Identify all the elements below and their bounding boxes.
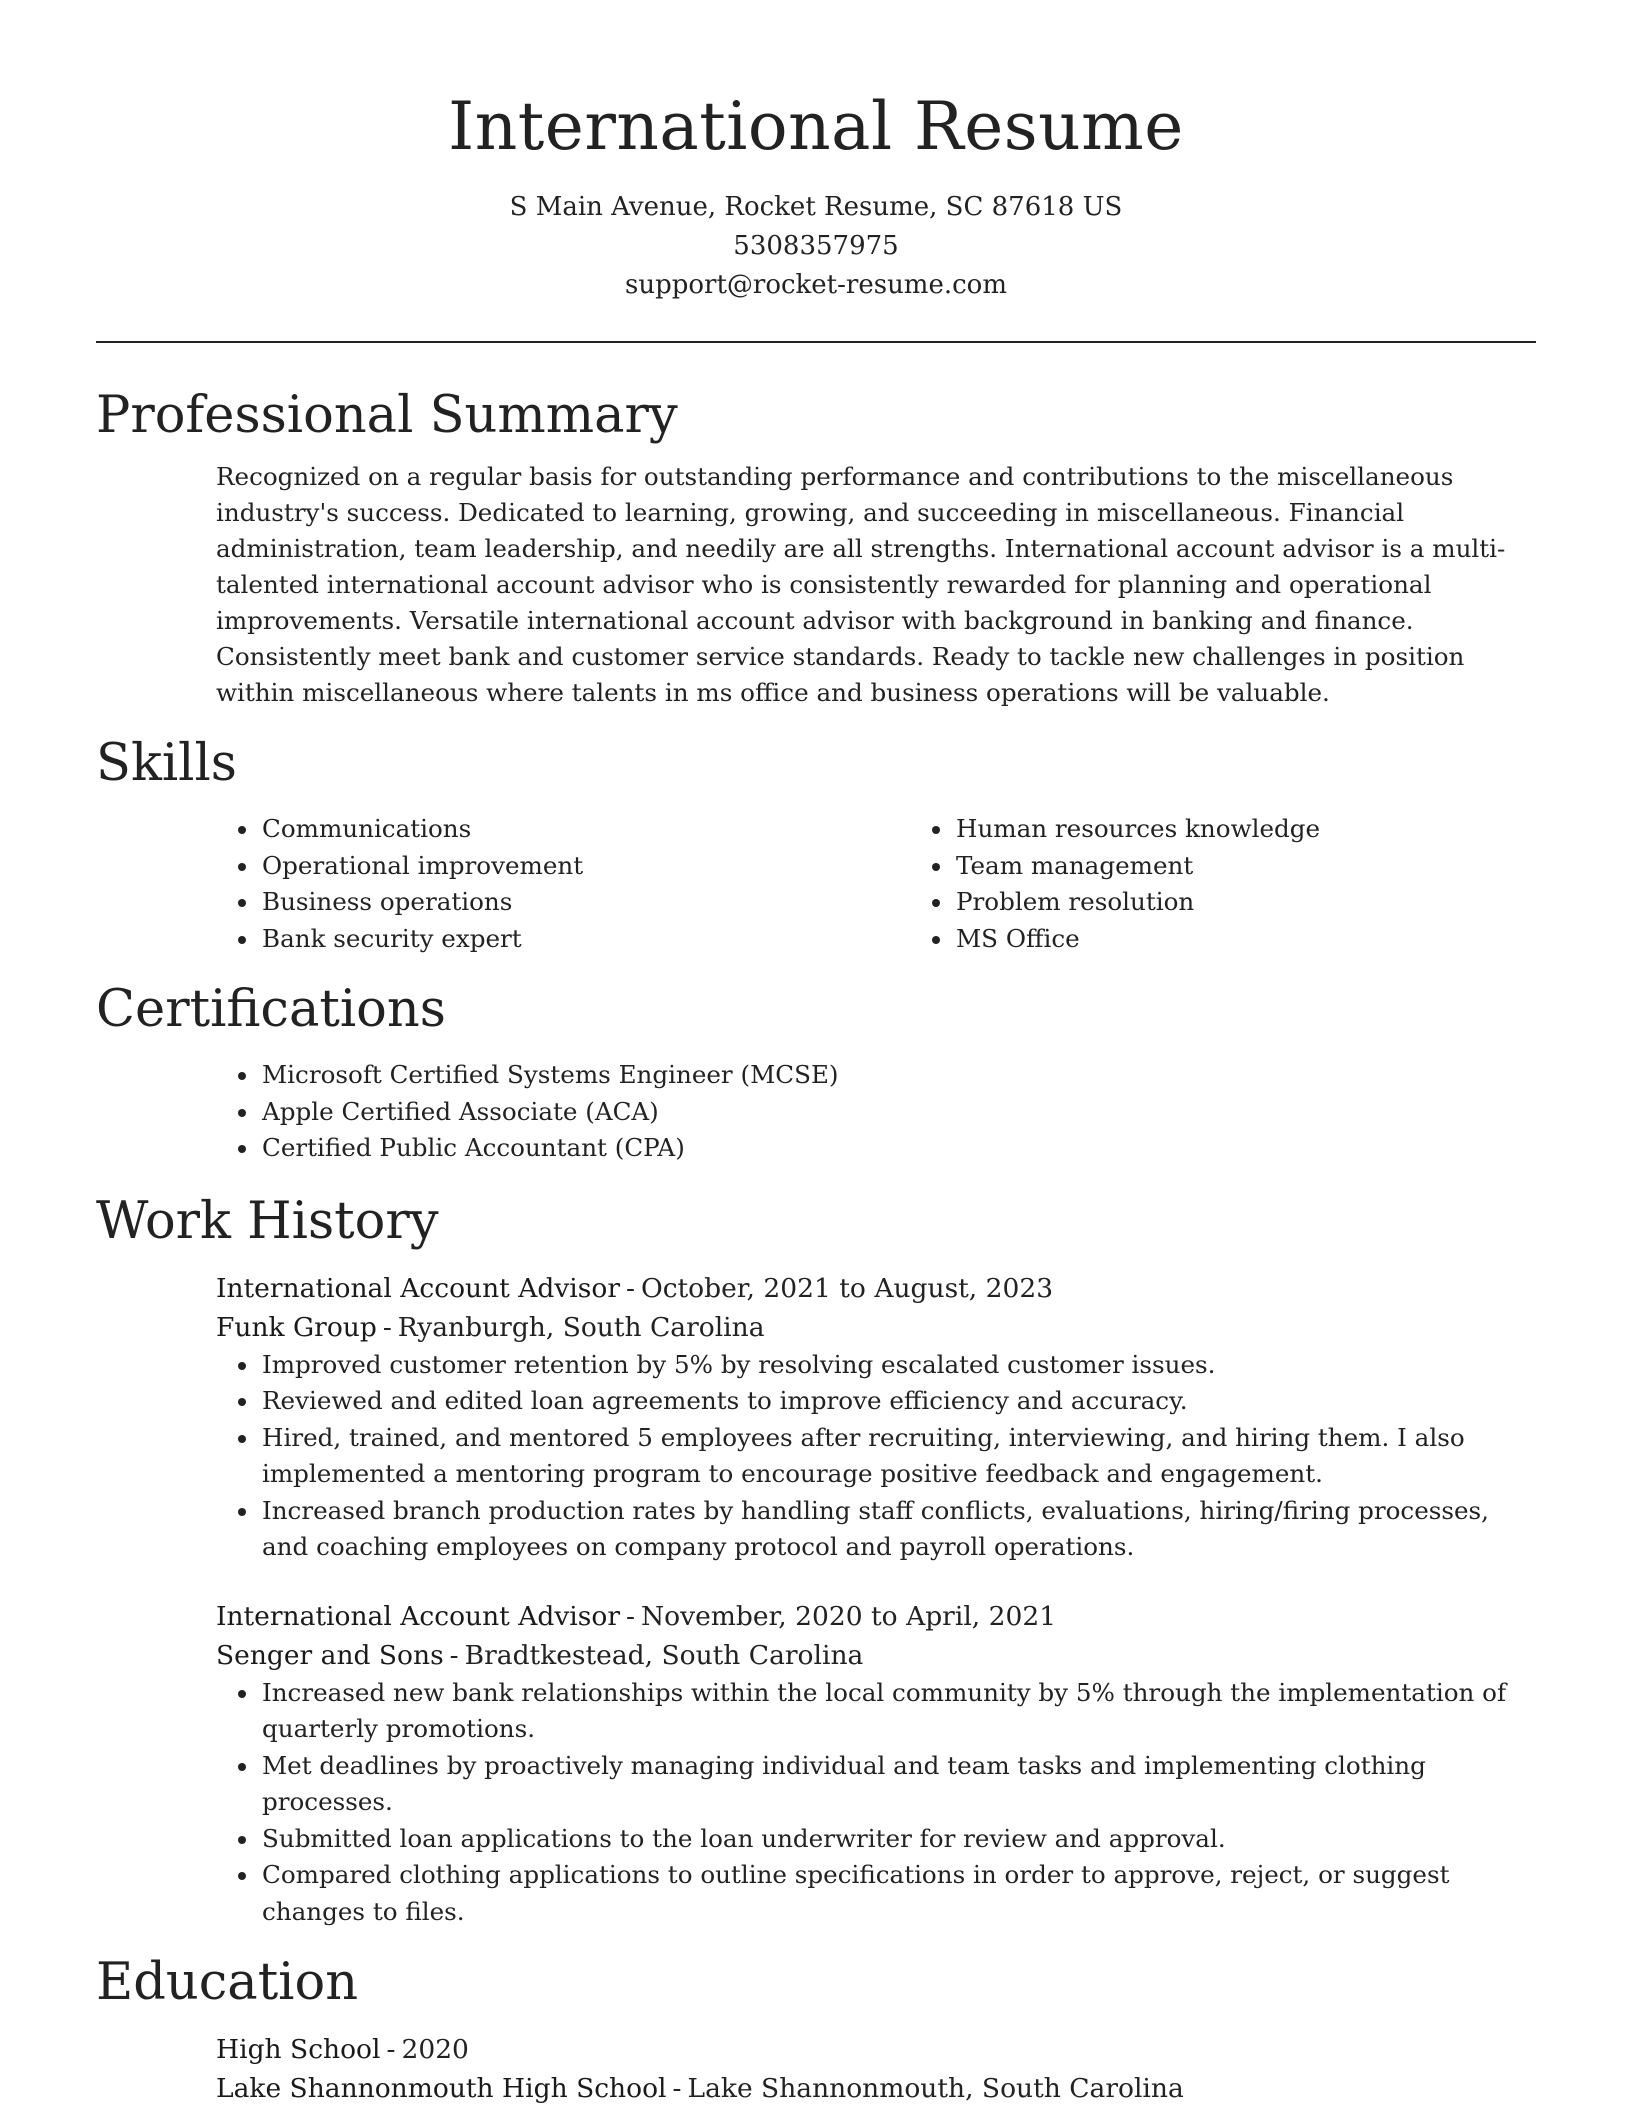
- education-school-line: [216, 2069, 1536, 2108]
- contact-phone: 5308357975: [733, 231, 899, 261]
- job-company-line: [216, 1636, 1536, 1675]
- skills-list-left: [96, 811, 910, 957]
- job-separator: -: [382, 1311, 392, 1343]
- certification-item: • Microsoft Certified Systems Engineer (MCSE): [260, 1057, 1536, 1094]
- skill-item: • Team management: [954, 848, 1536, 885]
- certification-item: • Apple Certified Associate (ACA): [260, 1094, 1536, 1131]
- job-date-joiner: to: [871, 1600, 898, 1632]
- resume-name: International Resume: [448, 88, 1184, 165]
- summary-text: Recognized on a regular basis for outstanding performance and contributions to the miscellaneous industry's success. Dedicated to learning, growing, and succeeding in miscellaneous. Financial administration, team leadership, and needily are all strengths. International account advisor is a multi-talented international account advisor who is consistently rewarded for planning and operational improvements. Versatile international account advisor with background in banking and finance. Consistently meet bank and customer service standards. Ready to tackle new challenges in position within miscellaneous where talents in ms office and business operations will be valuable.: [216, 462, 1506, 707]
- certification-item: • Certified Public Accountant (CPA): [260, 1130, 1536, 1167]
- job-location: Bradtkestead, South Carolina: [464, 1639, 864, 1671]
- skills-section: [96, 729, 1536, 957]
- skills-list-right: [910, 811, 1536, 957]
- job-bullet: • Improved customer retention by 5% by resolving escalated customer issues.: [260, 1347, 1536, 1384]
- job-bullet: • Met deadlines by proactively managing individual and team tasks and implementing clothing processes.: [260, 1748, 1536, 1821]
- education-separator: -: [386, 2034, 396, 2065]
- job-title-line: [216, 1597, 1536, 1636]
- skill-item: • Business operations: [260, 884, 910, 921]
- certifications-list: [96, 1057, 1536, 1167]
- skill-item: • Problem resolution: [954, 884, 1536, 921]
- contact-email: support@rocket-resume.com: [624, 270, 1007, 300]
- job-location: Ryanburgh, South Carolina: [397, 1311, 765, 1343]
- job-bullets: [96, 1675, 1536, 1931]
- job-separator: -: [449, 1639, 459, 1671]
- education-location: Lake Shannonmouth, South Carolina: [687, 2073, 1184, 2104]
- job-company: Senger and Sons: [216, 1639, 444, 1671]
- job-end-date: August, 2023: [874, 1272, 1054, 1304]
- job-bullet: • Hired, trained, and mentored 5 employees after recruiting, interviewing, and hiring them. I also implemented a mentoring program to encourage positive feedback and engagement.: [260, 1420, 1536, 1493]
- education-degree: High School: [216, 2034, 381, 2065]
- skills-title: Skills: [96, 734, 237, 793]
- education-title: Education: [96, 1953, 359, 2012]
- education-section: [96, 1948, 1536, 2108]
- job-start-date: November, 2020: [640, 1600, 863, 1632]
- skill-item: • Operational improvement: [260, 848, 910, 885]
- job-bullet: • Increased new bank relationships within the local community by 5% through the implementation of quarterly promotions.: [260, 1675, 1536, 1748]
- job-role: International Account Advisor: [216, 1600, 620, 1632]
- job-role: International Account Advisor: [216, 1272, 620, 1304]
- job-bullet: • Reviewed and edited loan agreements to improve efficiency and accuracy.: [260, 1383, 1536, 1420]
- education-separator: -: [672, 2073, 682, 2104]
- summary-section: [96, 381, 1536, 711]
- job-title-line: [216, 1269, 1536, 1308]
- resume-header: [96, 0, 1536, 305]
- education-entry: [96, 2030, 1536, 2108]
- job-separator: -: [626, 1600, 635, 1632]
- job-date-joiner: to: [839, 1272, 866, 1304]
- contact-info: [96, 188, 1536, 305]
- skill-item: • Bank security expert: [260, 921, 910, 958]
- job-bullet: • Submitted loan applications to the loan underwriter for review and approval.: [260, 1821, 1536, 1858]
- job-bullet: • Increased branch production rates by handling staff conflicts, evaluations, hiring/firing processes, and coaching employees on company protocol and payroll operations.: [260, 1493, 1536, 1566]
- work-history-title: Work History: [96, 1191, 439, 1251]
- job-bullets: [96, 1347, 1536, 1566]
- contact-address: S Main Avenue, Rocket Resume, SC 87618 US: [509, 192, 1123, 222]
- summary-title: Professional Summary: [96, 386, 678, 445]
- job-start-date: October, 2021: [640, 1272, 831, 1304]
- job-bullet: • Compared clothing applications to outline specifications in order to approve, reject, or suggest changes to files.: [260, 1857, 1536, 1930]
- job-company: Funk Group: [216, 1311, 377, 1343]
- job-entry: [96, 1269, 1536, 1566]
- job-end-date: April, 2021: [906, 1600, 1057, 1632]
- skill-item: • Human resources knowledge: [954, 811, 1536, 848]
- certifications-section: [96, 975, 1536, 1167]
- skills-grid: [96, 811, 1536, 957]
- skill-item: • Communications: [260, 811, 910, 848]
- education-school: Lake Shannonmouth High School: [216, 2073, 667, 2104]
- header-divider: [96, 341, 1536, 343]
- education-year: 2020: [401, 2034, 469, 2065]
- certifications-title: Certifications: [96, 980, 446, 1039]
- job-entry: [96, 1597, 1536, 1931]
- job-separator: -: [626, 1272, 635, 1304]
- job-company-line: [216, 1308, 1536, 1347]
- work-history-section: [96, 1187, 1536, 1931]
- education-degree-line: [216, 2030, 1536, 2069]
- skill-item: • MS Office: [954, 921, 1536, 958]
